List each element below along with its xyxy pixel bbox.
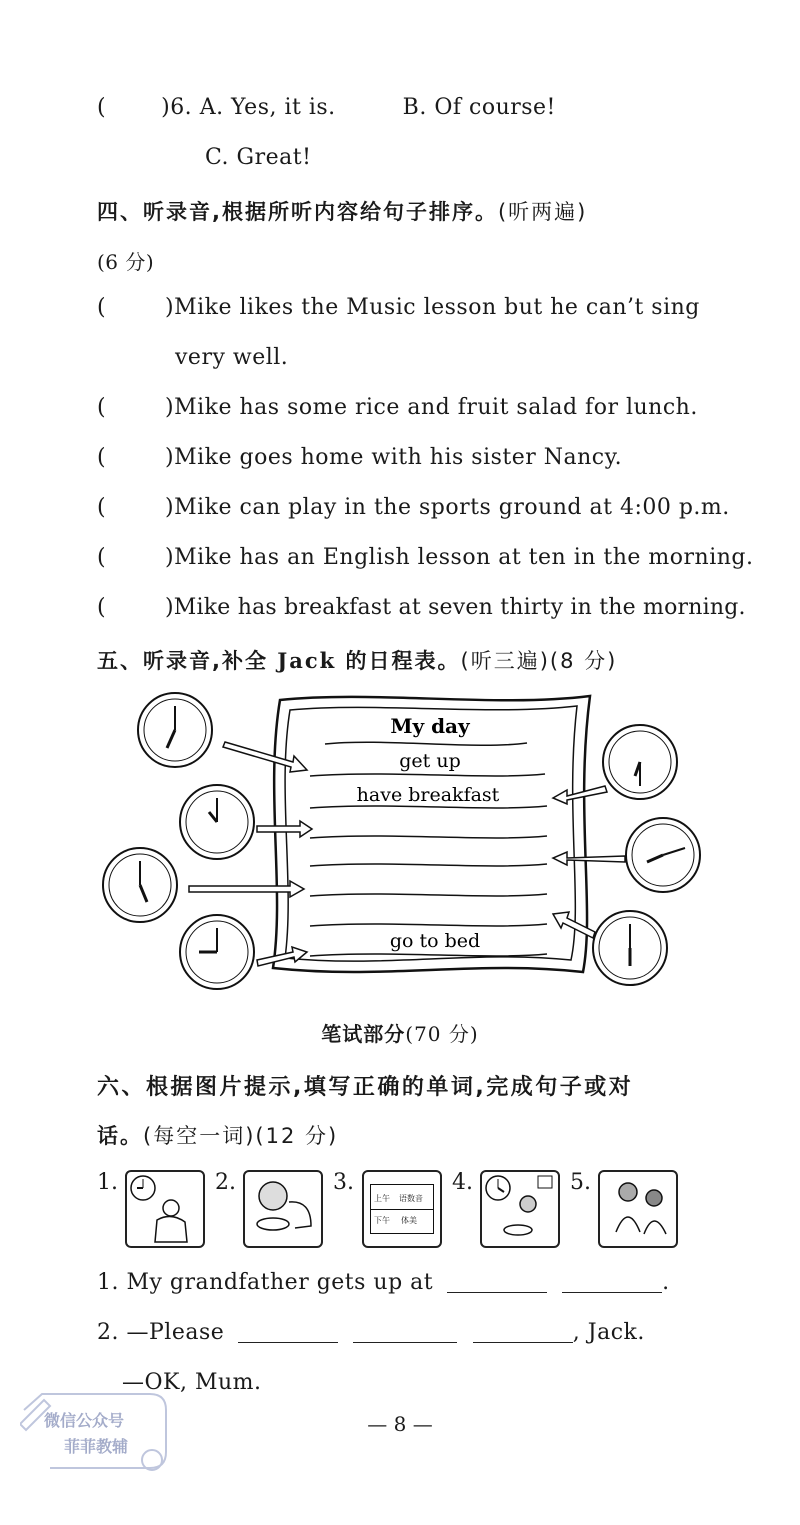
answer-blank[interactable]: ( (97, 595, 106, 620)
schedule-row: get up (399, 750, 461, 772)
list-item: ( )Mike has an English lesson at ten in the morning. (97, 545, 754, 570)
picture-number: 3. (333, 1170, 354, 1195)
timetable: 上午 语数音 下午 体美 (370, 1184, 434, 1234)
picture-1 (125, 1170, 205, 1248)
clock-icon (180, 785, 254, 859)
schedule-row: have breakfast (356, 784, 500, 806)
clock-icon (127, 1172, 203, 1246)
answer-blank[interactable]: ( (97, 295, 107, 320)
question-number: 6. (170, 95, 193, 120)
picture-number: 4. (452, 1170, 473, 1195)
answer-blank[interactable] (238, 1320, 338, 1343)
picture-4 (480, 1170, 560, 1248)
picture-3 (362, 1170, 442, 1248)
picture-number: 2. (215, 1170, 236, 1195)
section-4-score: (6 分) (97, 250, 155, 274)
clock-icon (180, 915, 254, 989)
option-c: C. Great! (205, 145, 312, 170)
question-1: 1. My grandfather gets up at . (97, 1270, 670, 1295)
section-5-title: 五、听录音,补全 Jack 的日程表。(听三遍)(8 分) (97, 648, 618, 673)
watermark: 微信公众号 菲菲教辅 (20, 1390, 170, 1480)
schedule-heading: My day (390, 714, 470, 738)
option-a: A. Yes, it is. (199, 95, 336, 120)
clock-icon (593, 911, 667, 985)
list-item: ( )Mike likes the Music lesson but he can’t sing (97, 295, 700, 320)
section-4-title: 四、听录音,根据所听内容给句子排序。(听两遍) (97, 200, 588, 224)
list-item: ( )Mike goes home with his sister Nancy. (97, 445, 623, 470)
answer-blank[interactable]: ( (97, 395, 107, 420)
question-2-reply: —OK, Mum. (122, 1370, 262, 1395)
answer-blank[interactable] (447, 1270, 547, 1293)
clock-icon (138, 693, 212, 767)
option-b: B. Of course! (402, 95, 556, 120)
question-6: ( )6. A. Yes, it is. B. Of course! (97, 95, 556, 120)
clock-icon (626, 818, 700, 892)
written-part-title: 笔试部分(70 分) (321, 1022, 479, 1046)
list-item: ( )Mike has some rice and fruit salad for lunch. (97, 395, 698, 420)
question-2: 2. —Please , Jack. (97, 1320, 645, 1345)
picture-number: 1. (97, 1170, 118, 1195)
answer-blank[interactable]: ( (97, 545, 107, 570)
schedule-figure (95, 690, 715, 1020)
section-6-title-cont: 话。(每空一词)(12 分) (97, 1124, 339, 1148)
section-6-title: 六、根据图片提示,填写正确的单词,完成句子或对 (97, 1075, 634, 1100)
answer-paren[interactable]: ( (97, 95, 107, 120)
answer-blank[interactable]: ( (97, 495, 107, 520)
page-number: — 8 — (367, 1412, 433, 1436)
clock-icon (103, 848, 177, 922)
answer-blank[interactable]: ( (97, 445, 107, 470)
answer-blank[interactable] (353, 1320, 457, 1343)
answer-blank[interactable] (473, 1320, 573, 1343)
list-item: ( )Mike has breakfast at seven thirty in the morning. (97, 595, 746, 620)
picture-2 (243, 1170, 323, 1248)
clock-icon (482, 1172, 558, 1246)
answer-blank[interactable] (562, 1270, 662, 1293)
schedule-row: go to bed (389, 930, 481, 952)
picture-5 (598, 1170, 678, 1248)
list-item-continuation: very well. (175, 345, 289, 370)
clock-icon (603, 725, 677, 799)
person-eating-icon (245, 1172, 321, 1246)
list-item: ( )Mike can play in the sports ground at 4:00 p.m. (97, 495, 730, 520)
picture-number: 5. (570, 1170, 591, 1195)
people-icon (600, 1172, 676, 1246)
